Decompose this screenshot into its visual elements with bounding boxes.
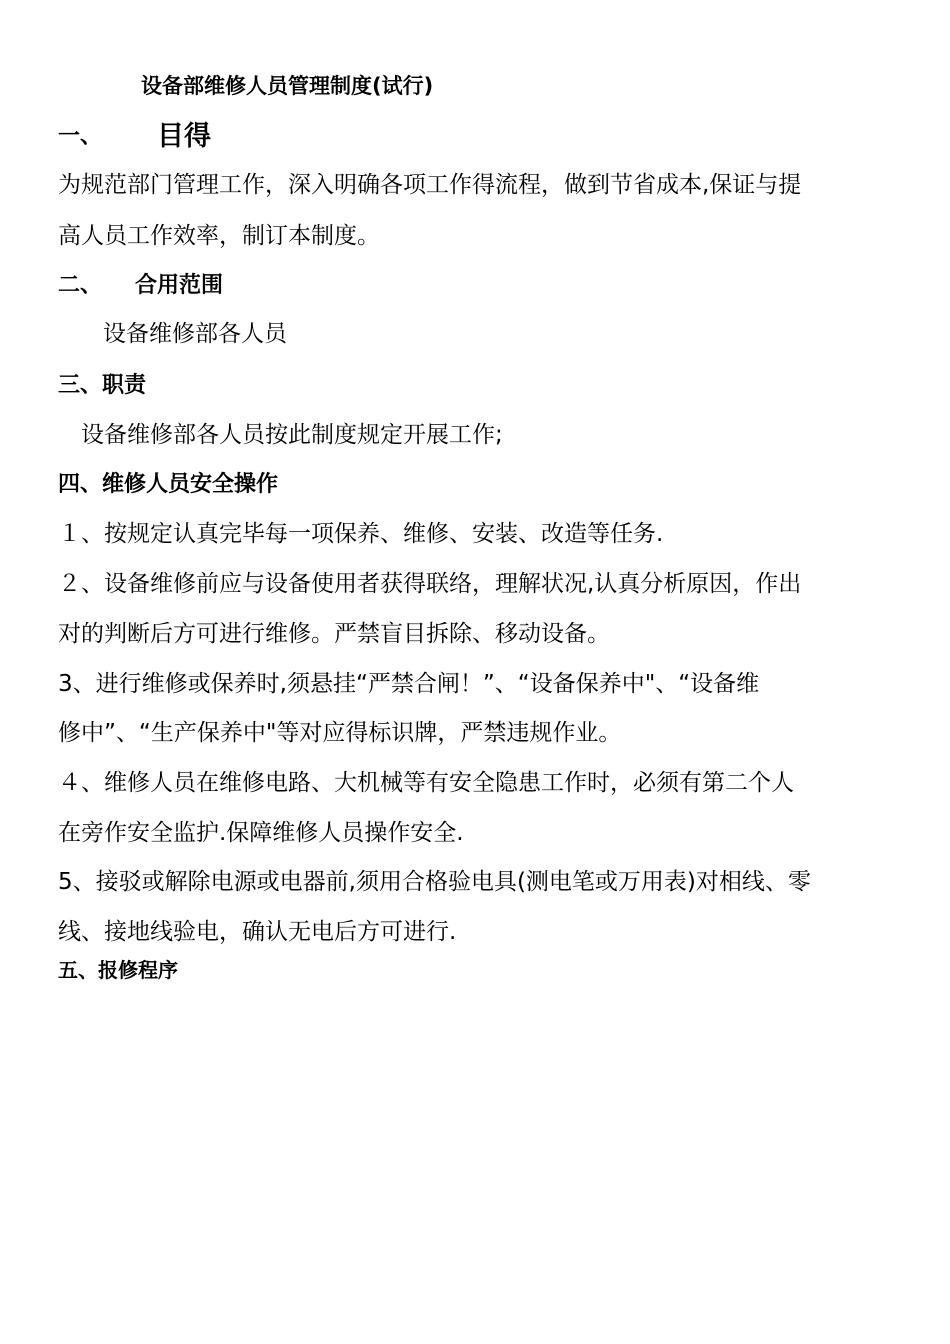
section-1-heading: 目得 xyxy=(157,121,211,152)
section-4-line-5: 修中”、“生产保养中"等对应得标识牌，严禁违规作业。 xyxy=(58,720,622,746)
section-3-heading: 三、职责 xyxy=(58,373,147,398)
section-4-line-9: 线、接地线验电，确认无电后方可进行. xyxy=(58,919,457,945)
section-1-line-2: 高人员工作效率，制订本制度。 xyxy=(58,223,380,249)
section-2-heading: 合用范围 xyxy=(135,273,224,298)
section-4-line-2: ２、设备维修前应与设备使用者获得联络，理解状况,认真分析原因，作出 xyxy=(58,571,802,597)
section-4-line-4: 3、进行维修或保养时,须悬挂“严禁合闸！”、“设备保养中"、“设备维 xyxy=(58,671,760,697)
section-4-line-8: 5、接驳或解除电源或电器前,须用合格验电具(测电笔或万用表)对相线、零 xyxy=(58,869,811,895)
section-4-line-6: ４、维修人员在维修电路、大机械等有安全隐患工作时，必须有第二个人 xyxy=(58,770,794,796)
section-1-number: 一、 xyxy=(58,124,103,149)
document-title: 设备部维修人员管理制度(试行) xyxy=(141,74,434,98)
section-5-heading: 五、报修程序 xyxy=(58,958,178,982)
section-2-line-1: 设备维修部各人员 xyxy=(103,321,287,347)
section-4-line-3: 对的判断后方可进行维修。严禁盲目拆除、移动设备。 xyxy=(58,621,610,647)
section-4-line-7: 在旁作安全监护.保障维修人员操作安全. xyxy=(58,820,464,846)
section-2-number: 二、 xyxy=(58,273,103,298)
section-4-heading: 四、维修人员安全操作 xyxy=(58,472,279,497)
section-1-line-1: 为规范部门管理工作，深入明确各项工作得流程，做到节省成本,保证与提 xyxy=(58,172,802,198)
section-4-line-1: １、按规定认真完毕每一项保养、维修、安装、改造等任务. xyxy=(58,521,664,547)
section-3-line-1: 设备维修部各人员按此制度规定开展工作; xyxy=(81,422,503,448)
